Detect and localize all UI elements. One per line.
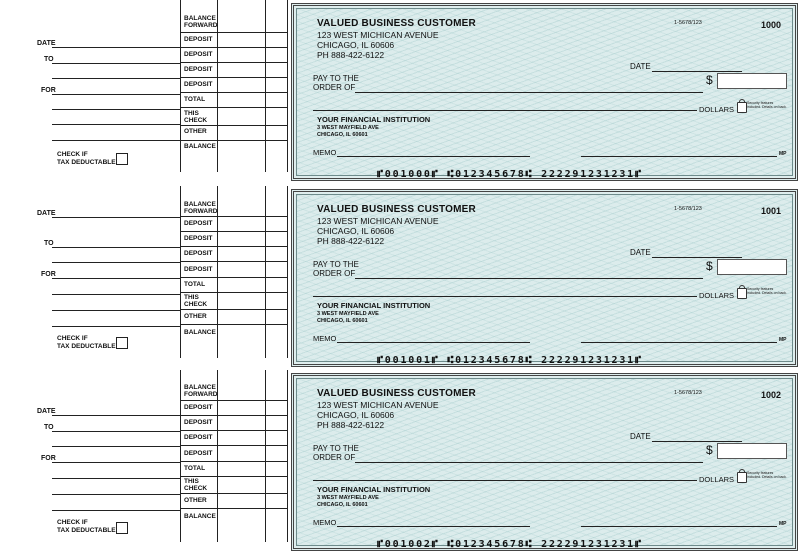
amount-field[interactable]: [717, 259, 787, 275]
micr-line: ⑈001001⑈ ⑆012345678⑆ 222291231231⑈: [377, 355, 643, 366]
tax-deductable-checkbox[interactable]: [116, 337, 128, 349]
check-row: [0, 186, 800, 370]
bank-street: 3 WEST MAYFIELD AVE: [317, 311, 379, 317]
bank-street: 3 WEST MAYFIELD AVE: [317, 495, 379, 501]
memo-label: MEMO: [313, 148, 337, 157]
payee-field[interactable]: [355, 462, 703, 463]
dollar-sign: $: [706, 443, 713, 457]
ledger-deposit-4: DEPOSIT: [184, 450, 213, 457]
stub-to-line-2[interactable]: [52, 78, 180, 79]
date-label: DATE: [630, 432, 651, 441]
stub-date-line[interactable]: [52, 415, 180, 416]
stub-for-label: FOR: [41, 271, 56, 278]
written-amount-field[interactable]: [313, 480, 697, 481]
stub-for-line-4[interactable]: [52, 326, 180, 327]
written-amount-field[interactable]: [313, 110, 697, 111]
amount-field[interactable]: [717, 73, 787, 89]
ledger-deposit-1: DEPOSIT: [184, 220, 213, 227]
ledger-deposit-2: DEPOSIT: [184, 235, 213, 242]
business-street: 123 WEST MICHICAN AVENUE: [317, 216, 439, 226]
ledger-total: TOTAL: [184, 281, 206, 288]
bank-name: YOUR FINANCIAL INSTITUTION: [317, 301, 431, 310]
tax-deductable-checkbox[interactable]: [116, 522, 128, 534]
routing-fraction: 1-5678/123: [674, 390, 702, 396]
stub-to-label: TO: [44, 56, 54, 63]
lock-icon: [737, 472, 747, 483]
stub-for-line-2[interactable]: [52, 294, 180, 295]
ledger-total: TOTAL: [184, 96, 206, 103]
tax-deductable-checkbox[interactable]: [116, 153, 128, 165]
bank-city: CHICAGO, IL 60601: [317, 502, 368, 508]
business-street: 123 WEST MICHICAN AVENUE: [317, 400, 439, 410]
stub-date-line[interactable]: [52, 47, 180, 48]
bank-street: 3 WEST MAYFIELD AVE: [317, 125, 379, 131]
memo-field[interactable]: [337, 342, 530, 343]
ledger-balance: BALANCE: [184, 329, 216, 336]
business-city: CHICAGO, IL 60606: [317, 40, 395, 50]
pay-to-label: PAY TO THE ORDER OF: [313, 444, 359, 462]
stub-to-line[interactable]: [52, 431, 180, 432]
memo-field[interactable]: [337, 156, 530, 157]
signature-field[interactable]: [581, 156, 777, 157]
stub-to-line-2[interactable]: [52, 446, 180, 447]
stub-to-line-2[interactable]: [52, 262, 180, 263]
check-row: [0, 0, 800, 184]
routing-fraction: 1-5678/123: [674, 20, 702, 26]
ledger-this-check: THIS CHECK: [184, 478, 208, 492]
ledger-balance-forward: BALANCE FORWARD: [184, 384, 218, 398]
business-city: CHICAGO, IL 60606: [317, 410, 395, 420]
ledger-other: OTHER: [184, 497, 207, 504]
stub-ledger: [180, 0, 288, 172]
bank-city: CHICAGO, IL 60601: [317, 318, 368, 324]
stub-to-line[interactable]: [52, 247, 180, 248]
stub-for-line-3[interactable]: [52, 494, 180, 495]
bank-name: YOUR FINANCIAL INSTITUTION: [317, 115, 431, 124]
stub-date-label: DATE: [37, 408, 56, 415]
signature-field[interactable]: [581, 526, 777, 527]
dollar-sign: $: [706, 73, 713, 87]
stub-for-line[interactable]: [52, 462, 180, 463]
lock-icon: [737, 102, 747, 113]
check-number: 1000: [761, 20, 782, 30]
check: [291, 189, 798, 367]
routing-fraction: 1-5678/123: [674, 206, 702, 212]
ledger-balance-forward: BALANCE FORWARD: [184, 15, 218, 29]
micr-line: ⑈001000⑈ ⑆012345678⑆ 222291231231⑈: [377, 169, 643, 180]
mp-label: MP: [779, 521, 787, 527]
check: [291, 3, 798, 181]
business-street: 123 WEST MICHICAN AVENUE: [317, 30, 439, 40]
stub-for-line-3[interactable]: [52, 310, 180, 311]
check-stub: [0, 370, 290, 554]
lock-icon: [737, 288, 747, 299]
memo-label: MEMO: [313, 334, 337, 343]
ledger-deposit-3: DEPOSIT: [184, 66, 213, 73]
ledger-total: TOTAL: [184, 465, 206, 472]
date-field[interactable]: [652, 257, 742, 258]
tax-check-if: CHECK IF: [57, 151, 88, 158]
ledger-deposit-2: DEPOSIT: [184, 419, 213, 426]
stub-to-label: TO: [44, 424, 54, 431]
stub-for-label: FOR: [41, 455, 56, 462]
pay-to-label: PAY TO THE ORDER OF: [313, 74, 359, 92]
stub-for-line-4[interactable]: [52, 510, 180, 511]
mp-label: MP: [779, 337, 787, 343]
security-note: Security features included. Details on back.: [747, 101, 787, 109]
signature-field[interactable]: [581, 342, 777, 343]
dollar-sign: $: [706, 259, 713, 273]
tax-deductable-label: TAX DEDUCTABLE: [57, 527, 116, 534]
tax-deductable-label: TAX DEDUCTABLE: [57, 343, 116, 350]
business-phone: PH 888-422-6122: [317, 420, 385, 430]
pay-to-label: PAY TO THE ORDER OF: [313, 260, 359, 278]
security-note: Security features included. Details on back.: [747, 287, 787, 295]
ledger-deposit-4: DEPOSIT: [184, 81, 213, 88]
micr-line: ⑈001002⑈ ⑆012345678⑆ 222291231231⑈: [377, 539, 643, 550]
tax-check-if: CHECK IF: [57, 335, 88, 342]
stub-for-line-4[interactable]: [52, 140, 180, 141]
date-label: DATE: [630, 248, 651, 257]
date-field[interactable]: [652, 441, 742, 442]
ledger-balance: BALANCE: [184, 513, 216, 520]
check-number: 1002: [761, 390, 782, 400]
ledger-deposit-3: DEPOSIT: [184, 250, 213, 257]
security-note: Security features included. Details on back.: [747, 471, 787, 479]
check-number: 1001: [761, 206, 782, 216]
ledger-deposit-4: DEPOSIT: [184, 266, 213, 273]
amount-field[interactable]: [717, 443, 787, 459]
date-label: DATE: [630, 62, 651, 71]
ledger-balance: BALANCE: [184, 143, 216, 150]
stub-ledger: [180, 370, 288, 542]
stub-to-label: TO: [44, 240, 54, 247]
stub-ledger: [180, 186, 288, 358]
bank-name: YOUR FINANCIAL INSTITUTION: [317, 485, 431, 494]
mp-label: MP: [779, 151, 787, 157]
business-name: VALUED BUSINESS CUSTOMER: [317, 388, 476, 399]
stub-for-line[interactable]: [52, 278, 180, 279]
check-stub: [0, 0, 290, 184]
ledger-this-check: THIS CHECK: [184, 294, 208, 308]
ledger-other: OTHER: [184, 313, 207, 320]
bank-city: CHICAGO, IL 60601: [317, 132, 368, 138]
business-phone: PH 888-422-6122: [317, 50, 385, 60]
ledger-deposit-2: DEPOSIT: [184, 51, 213, 58]
ledger-this-check: THIS CHECK: [184, 110, 208, 124]
payee-field[interactable]: [355, 278, 703, 279]
tax-check-if: CHECK IF: [57, 519, 88, 526]
dollars-label: DOLLARS: [699, 105, 735, 114]
stub-for-label: FOR: [41, 87, 56, 94]
check-stub: [0, 186, 290, 370]
ledger-balance-forward: BALANCE FORWARD: [184, 201, 218, 215]
ledger-deposit-1: DEPOSIT: [184, 36, 213, 43]
check-face: [296, 194, 793, 366]
stub-for-line[interactable]: [52, 94, 180, 95]
dollars-label: DOLLARS: [699, 291, 735, 300]
dollars-label: DOLLARS: [699, 475, 735, 484]
stub-for-line-3[interactable]: [52, 124, 180, 125]
business-name: VALUED BUSINESS CUSTOMER: [317, 204, 476, 215]
ledger-other: OTHER: [184, 128, 207, 135]
written-amount-field[interactable]: [313, 296, 697, 297]
stub-for-line-2[interactable]: [52, 109, 180, 110]
check-face: [296, 8, 793, 180]
stub-date-label: DATE: [37, 40, 56, 47]
stub-date-label: DATE: [37, 210, 56, 217]
business-city: CHICAGO, IL 60606: [317, 226, 395, 236]
business-name: VALUED BUSINESS CUSTOMER: [317, 18, 476, 29]
ledger-deposit-3: DEPOSIT: [184, 434, 213, 441]
stub-to-line[interactable]: [52, 63, 180, 64]
check: [291, 373, 798, 551]
ledger-deposit-1: DEPOSIT: [184, 404, 213, 411]
business-phone: PH 888-422-6122: [317, 236, 385, 246]
date-field[interactable]: [652, 71, 742, 72]
check-face: [296, 378, 793, 550]
memo-field[interactable]: [337, 526, 530, 527]
stub-for-line-2[interactable]: [52, 478, 180, 479]
stub-date-line[interactable]: [52, 217, 180, 218]
tax-deductable-label: TAX DEDUCTABLE: [57, 159, 116, 166]
memo-label: MEMO: [313, 518, 337, 527]
payee-field[interactable]: [355, 92, 703, 93]
check-row: [0, 370, 800, 554]
